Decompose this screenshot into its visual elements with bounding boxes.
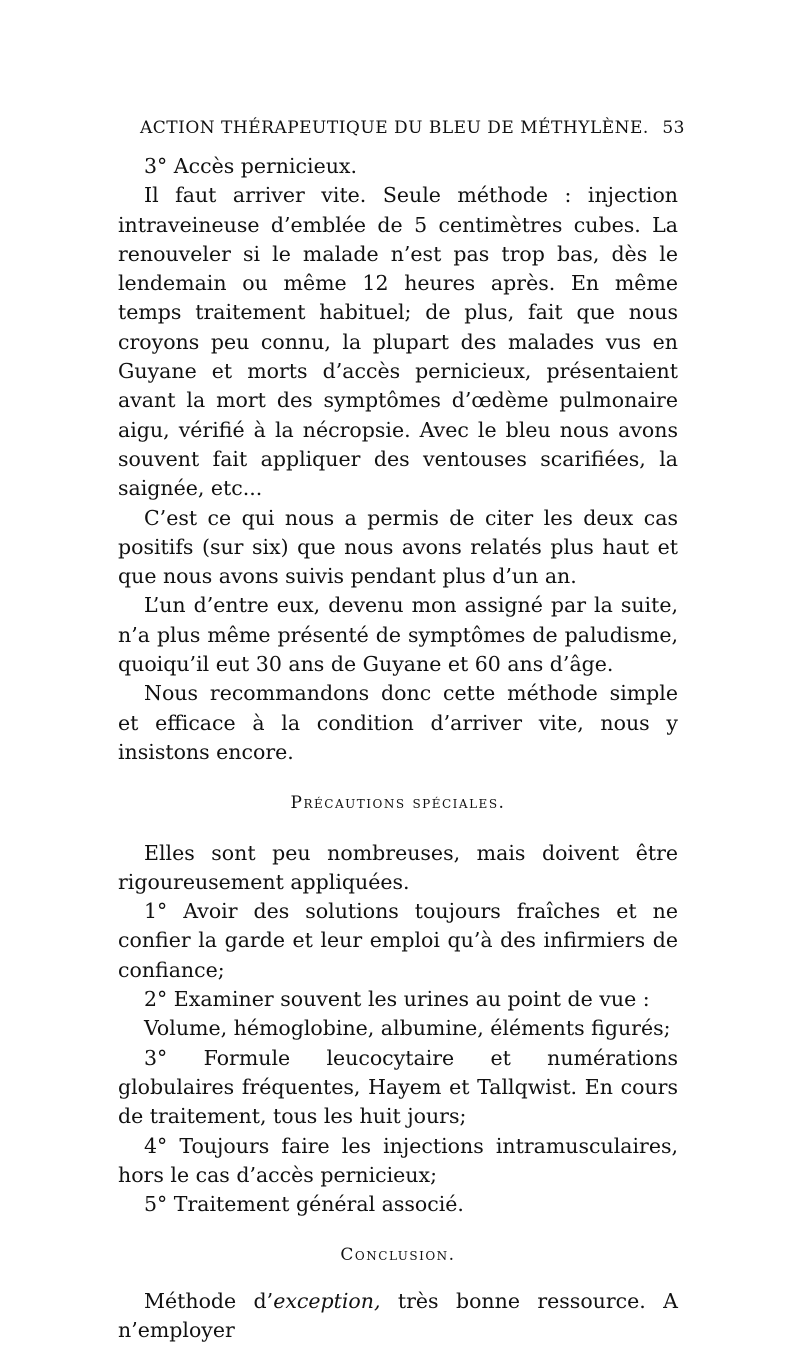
heading-precautions: Précautions spéciales. [290,793,506,814]
paragraph-methode: Il faut arriver vite. Seule méthode : injection intraveineuse d’emblée de 5 centimètres cubes. La renouveler si le malade n’est pas trop bas, dès le lendemain ou même 12 heures après. En même temps traitement habituel; de plus, fait que nous croyons peu connu, la plupart des malades vus en Guyane et morts d’accès pernicieux, présentaient avant la mort des symptômes d’œdème pulmonaire aigu, vérifié à la nécropsie. Avec le bleu nous avons souvent fait appliquer des ventouses scarifiées, la saignée, etc... [118,183,678,501]
section-title-acces-pernicieux: 3° Accès pernicieux. [144,154,358,178]
page-body [118,152,678,1345]
list-item-2: 2° Examiner souvent les urines au point de vue : [144,987,650,1012]
conclusion-text-end: très bonne ressource. A n’employer [118,1288,678,1342]
list-item-5: 5° Traitement général associé. [144,1192,464,1217]
paragraph-conclusion [118,1287,678,1345]
list-item-2-detail: Volume, hémoglobine, albumine, éléments figurés; [144,1016,671,1041]
list-item-3: 3° Formule leucocytaire et numérations globulaires fréquentes, Hayem et Tallqwist. En cours de traitement, tous les huit jours; [118,1045,678,1129]
page-number: 53 [662,118,685,138]
conclusion-text-start: Méthode d’ [144,1288,274,1313]
list-item-4: 4° Toujours faire les injections intramusculaires, hors le cas d’accès pernicieux; [118,1133,678,1187]
paragraph-cas-positifs: C’est ce qui nous a permis de citer les deux cas positifs (sur six) que nous avons relatés plus haut et que nous avons suivis pendant plus d’un an. [118,505,678,589]
running-title: ACTION THÉRAPEUTIQUE DU BLEU DE MÉTHYLÈNE. [140,118,649,138]
list-item-1: 1° Avoir des solutions toujours fraîches et ne confier la garde et leur emploi qu’à des infirmiers de confiance; [118,899,678,982]
conclusion-italic: exception, [273,1288,381,1313]
paragraph-precautions-intro: Elles sont peu nombreuses, mais doivent être rigoureusement appliquées. [118,840,678,894]
running-header [140,118,685,138]
paragraph-recommandation: Nous recommandons donc cette méthode simple et efficace à la condition d’arriver vite, nous y insistons encore. [118,681,678,764]
heading-conclusion: Conclusion. [340,1245,456,1266]
paragraph-assigne: L’un d’entre eux, devenu mon assigné par la suite, n’a plus même présenté de symptômes de paludisme, quoiqu’il eut 30 ans de Guyane et 60 ans d’âge. [118,593,678,677]
